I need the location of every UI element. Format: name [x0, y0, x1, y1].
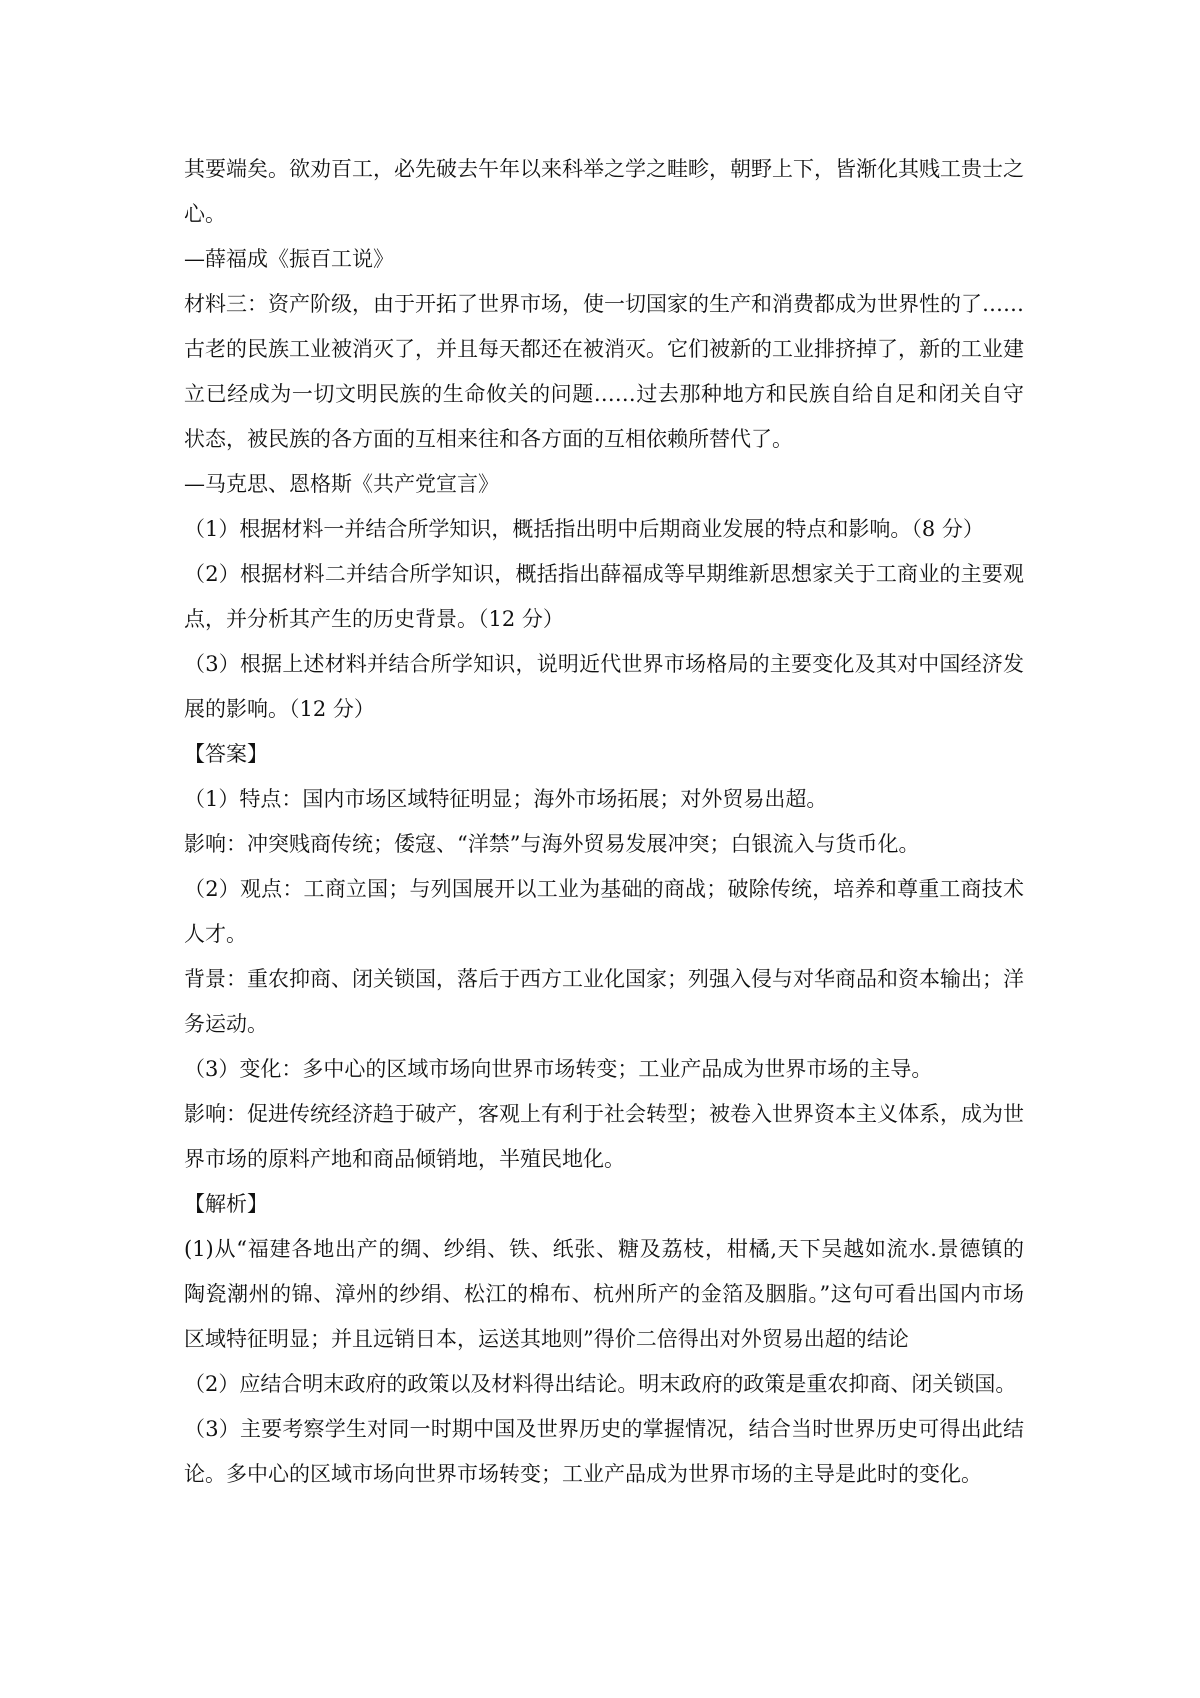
text-line: 状态，被民族的各方面的互相来往和各方面的互相依赖所替代了。: [184, 427, 793, 451]
text-line: （2）应结合明末政府的政策以及材料得出结论。明末政府的政策是重农抑商、闭关锁国。: [184, 1372, 1017, 1396]
text-line: —马克思、恩格斯《共产党宣言》: [184, 472, 499, 496]
text-line: 材料三：资产阶级，由于开拓了世界市场，使一切国家的生产和消费都成为世界性的了……: [184, 292, 1024, 316]
text-line: 论。多中心的区域市场向世界市场转变；工业产品成为世界市场的主导是此时的变化。: [184, 1462, 982, 1486]
text-line: 【解析】: [184, 1192, 268, 1216]
text-line: 古老的民族工业被消灭了，并且每天都还在被消灭。它们被新的工业排挤掉了，新的工业建: [184, 337, 1024, 361]
text-line: 心。: [184, 202, 226, 226]
document-body: [184, 147, 1024, 1497]
text-line: 界市场的原料产地和商品倾销地，半殖民地化。: [184, 1147, 625, 1171]
text-line: 展的影响。（12 分）: [184, 697, 375, 721]
text-line: （3）变化：多中心的区域市场向世界市场转变；工业产品成为世界市场的主导。: [184, 1057, 933, 1081]
text-line: —薛福成《振百工说》: [184, 247, 394, 271]
text-line: 人才。: [184, 922, 247, 946]
text-line: 其要端矣。欲劝百工，必先破去午年以来科举之学之畦畛，朝野上下，皆渐化其贱工贵士之: [184, 157, 1024, 181]
text-line: 点，并分析其产生的历史背景。（12 分）: [184, 607, 564, 631]
text-line: （2）根据材料二并结合所学知识，概括指出薛福成等早期维新思想家关于工商业的主要观: [184, 562, 1024, 586]
text-line: （1）根据材料一并结合所学知识，概括指出明中后期商业发展的特点和影响。（8 分）: [184, 517, 984, 541]
text-line: （3）根据上述材料并结合所学知识，说明近代世界市场格局的主要变化及其对中国经济发: [184, 652, 1024, 676]
text-line: 【答案】: [184, 742, 268, 766]
text-line: 陶瓷潮州的锦、漳州的纱绢、松江的棉布、杭州所产的金箔及胭脂。”这句可看出国内市场: [184, 1282, 1024, 1306]
text-line: 影响：促进传统经济趋于破产，客观上有利于社会转型；被卷入世界资本主义体系，成为世: [184, 1102, 1024, 1126]
text-line: （1）特点：国内市场区域特征明显；海外市场拓展；对外贸易出超。: [184, 787, 828, 811]
text-line: (1)从“福建各地出产的绸、纱绢、铁、纸张、糖及荔枝，柑橘,天下吴越如流水.景德镇的: [184, 1237, 1024, 1261]
text-line: （2）观点：工商立国；与列国展开以工业为基础的商战；破除传统，培养和尊重工商技术: [184, 877, 1024, 901]
text-line: 立已经成为一切文明民族的生命攸关的问题……过去那种地方和民族自给自足和闭关自守: [184, 382, 1024, 406]
text-line: （3）主要考察学生对同一时期中国及世界历史的掌握情况，结合当时世界历史可得出此结: [184, 1417, 1024, 1441]
text-line: 背景：重农抑商、闭关锁国，落后于西方工业化国家；列强入侵与对华商品和资本输出；洋: [184, 967, 1024, 991]
text-line: 务运动。: [184, 1012, 268, 1036]
text-line: 区域特征明显；并且远销日本，运送其地则”得价二倍得出对外贸易出超的结论: [184, 1327, 909, 1351]
text-line: 影响：冲突贱商传统；倭寇、“洋禁”与海外贸易发展冲突；白银流入与货币化。: [184, 832, 920, 856]
